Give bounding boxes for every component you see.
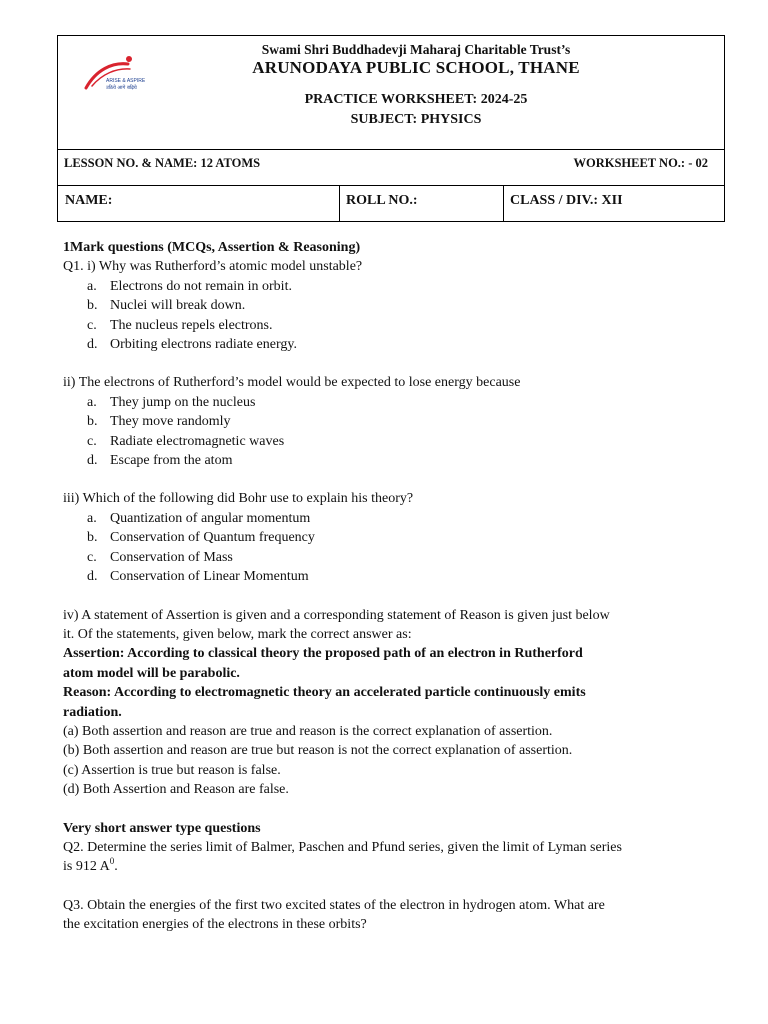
lesson-name: LESSON NO. & NAME: 12 ATOMS (64, 156, 261, 170)
option-text: Conservation of Quantum frequency (110, 530, 315, 546)
question-2-line-2 (63, 857, 703, 876)
option-text: They jump on the nucleus (110, 394, 256, 410)
subject-title: SUBJECT: PHYSICS (350, 112, 482, 127)
logo-tagline-hi: उठिये आगे बढ़िये (106, 85, 137, 91)
class-label: CLASS / DIV.: XII (510, 193, 623, 208)
question-2-superscript: 0 (109, 855, 115, 866)
option-item (63, 451, 703, 470)
option-text: They move randomly (110, 414, 231, 430)
question-1-ii: ii) The electrons of Rutherford’s model would be expected to lose energy because (63, 375, 521, 391)
option-text: Conservation of Mass (110, 549, 233, 565)
question-2-line-1: Q2. Determine the series limit of Balmer, Paschen and Pfund series, given the limit of Lyman series (63, 839, 622, 855)
worksheet-body (63, 238, 703, 935)
worksheet-title: PRACTICE WORKSHEET: 2024-25 (304, 92, 528, 107)
reason-line-2: radiation. (63, 704, 122, 720)
option-text: Quantization of angular momentum (110, 510, 311, 526)
question-1-iv-intro-2: it. Of the statements, given below, mark the correct answer as: (63, 626, 412, 642)
option-letter: c. (87, 549, 97, 565)
school-name: ARUNODAYA PUBLIC SCHOOL, THANE (252, 58, 580, 77)
name-label: NAME: (65, 193, 113, 208)
options-list (63, 277, 703, 355)
option-letter: d. (87, 453, 98, 469)
question-1-iii: iii) Which of the following did Bohr use to explain his theory? (63, 491, 414, 507)
question-2-text: is 912 A (63, 859, 110, 875)
option-letter: b. (87, 298, 98, 314)
question-1-iv-intro-1: iv) A statement of Assertion is given and a corresponding statement of Reason is given just below (63, 607, 610, 623)
cell-divider (339, 186, 340, 221)
ar-option: (a) Both assertion and reason are true and reason is the correct explanation of assertion. (63, 723, 553, 739)
ar-option: (b) Both assertion and reason are true but reason is not the correct explanation of assertion. (63, 743, 573, 759)
assertion-line-1: Assertion: According to classical theory the proposed path of an electron in Rutherford (63, 646, 583, 662)
assertion-line-2: atom model will be parabolic. (63, 665, 240, 681)
divider (58, 185, 724, 186)
logo-tagline-en: ARISE & ASPIRE (106, 78, 146, 84)
section-heading-short: Very short answer type questions (63, 820, 261, 836)
option-letter: c. (87, 433, 97, 449)
option-item (63, 548, 703, 567)
option-letter: d. (87, 337, 98, 353)
option-letter: c. (87, 317, 97, 333)
option-item (63, 335, 703, 354)
question-3-line-1: Q3. Obtain the energies of the first two excited states of the electron in hydrogen atom. What are (63, 897, 605, 913)
question-1-i: Q1. i) Why was Rutherford’s atomic model unstable? (63, 259, 363, 275)
option-item (63, 316, 703, 335)
option-text: Electrons do not remain in orbit. (110, 278, 292, 294)
ar-option: (d) Both Assertion and Reason are false. (63, 782, 289, 798)
divider (58, 149, 724, 150)
option-item (63, 296, 703, 315)
option-letter: a. (87, 510, 97, 526)
option-letter: a. (87, 394, 97, 410)
question-2-end: . (114, 859, 118, 875)
options-list (63, 509, 703, 587)
roll-label: ROLL NO.: (346, 193, 418, 208)
option-letter: a. (87, 278, 97, 294)
question-3-line-2: the excitation energies of the electrons in these orbits? (63, 917, 367, 933)
option-text: Escape from the atom (110, 453, 233, 469)
option-letter: b. (87, 414, 98, 430)
option-item (63, 277, 703, 296)
option-text: Conservation of Linear Momentum (110, 569, 309, 585)
option-text: Nuclei will break down. (110, 298, 246, 314)
option-item (63, 393, 703, 412)
cell-divider (503, 186, 504, 221)
section-heading-mcq: 1Mark questions (MCQs, Assertion & Reasoning) (63, 240, 361, 255)
option-item (63, 432, 703, 451)
option-item (63, 567, 703, 586)
option-text: The nucleus repels electrons. (110, 317, 273, 333)
trust-name: Swami Shri Buddhadevji Maharaj Charitable Trust’s (261, 42, 571, 57)
ar-option: (c) Assertion is true but reason is false. (63, 762, 281, 778)
option-item (63, 528, 703, 547)
reason-line-1: Reason: According to electromagnetic theory an accelerated particle continuously emits (63, 685, 586, 701)
option-text: Radiate electromagnetic waves (110, 433, 285, 449)
worksheet-header (57, 35, 725, 222)
option-item (63, 412, 703, 431)
option-letter: b. (87, 530, 98, 546)
options-list (63, 393, 703, 471)
worksheet-number: WORKSHEET NO.: - 02 (573, 156, 708, 170)
option-letter: d. (87, 569, 98, 585)
option-text: Orbiting electrons radiate energy. (110, 337, 297, 353)
option-item (63, 509, 703, 528)
